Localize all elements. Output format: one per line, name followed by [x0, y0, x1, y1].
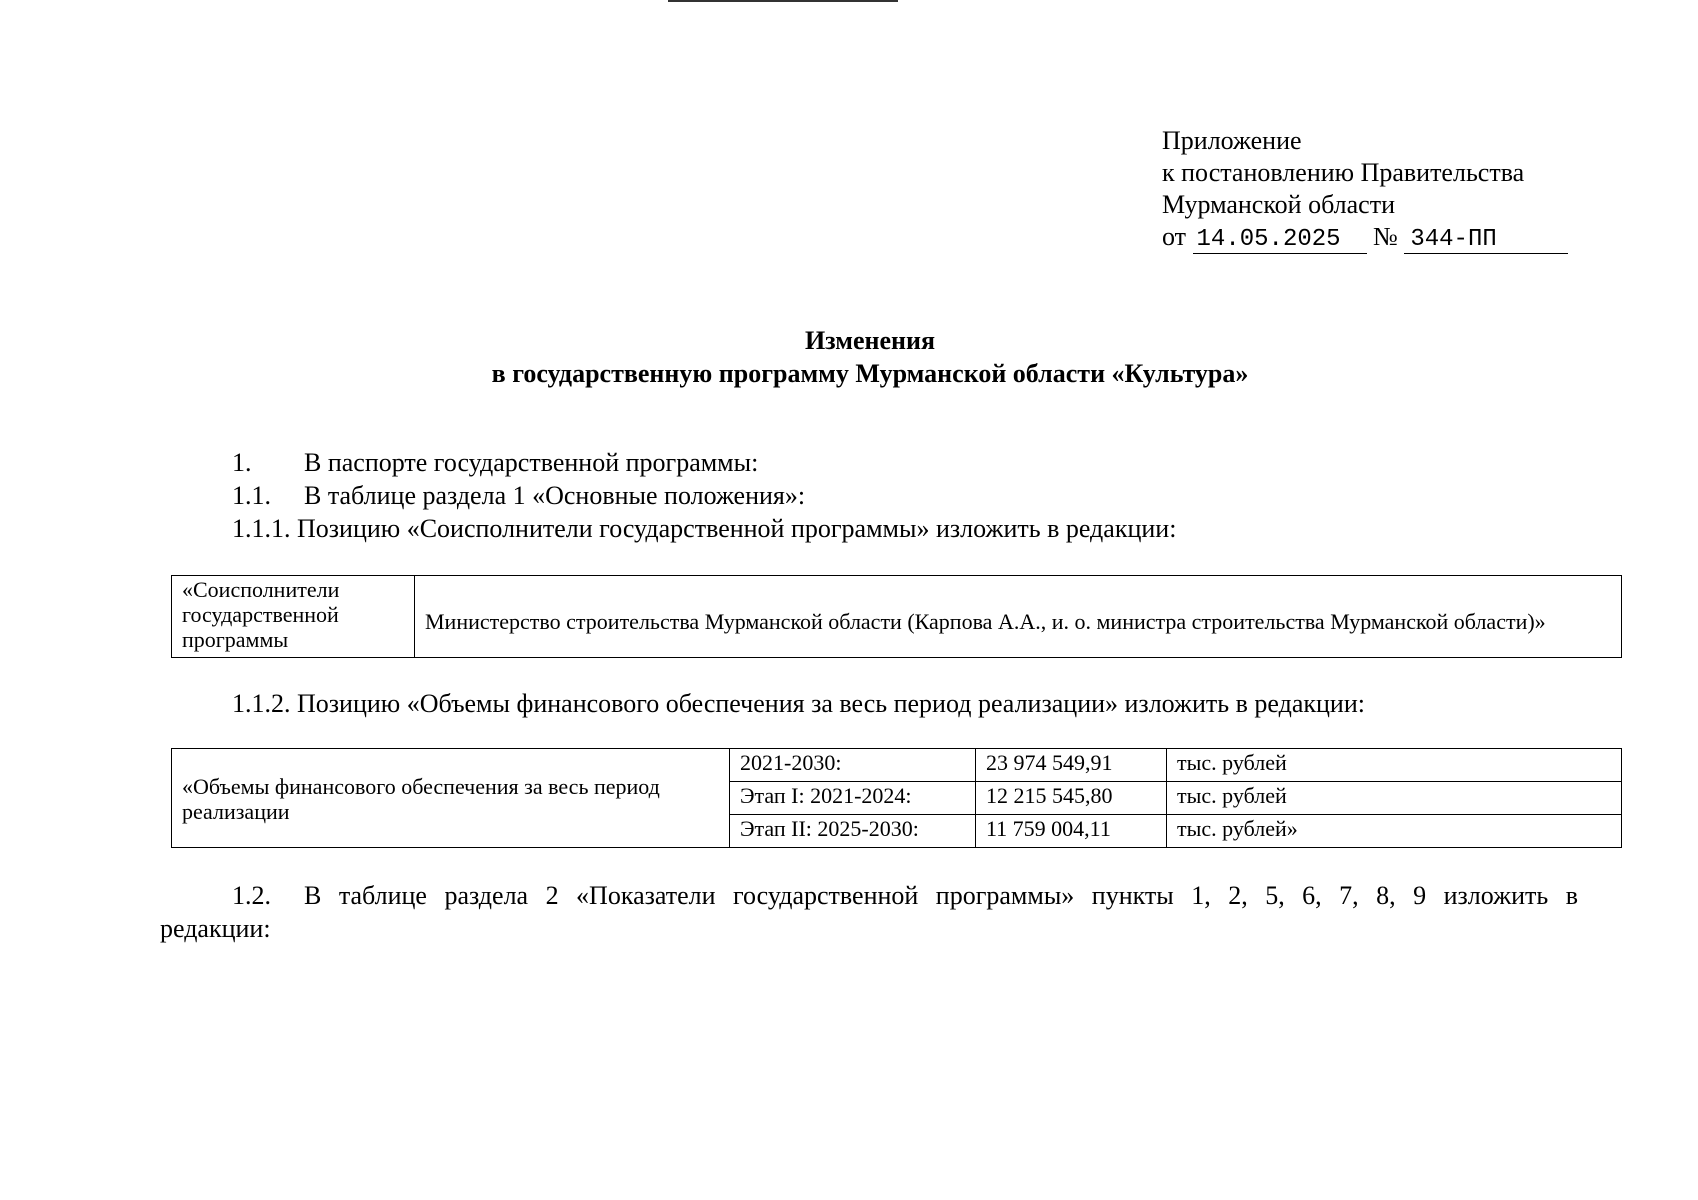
coexecutors-value-cell: Министерство строительства Мурманской области (Карпова А.А., и. о. министра строительства Мурманской области)»: [415, 576, 1622, 658]
item-number: 1.1.1.: [232, 514, 291, 543]
unit-cell: тыс. рублей»: [1167, 815, 1622, 848]
item-text: В таблице раздела 2 «Показатели государственной программы» пункты 1, 2, 5, 6, 7, 8, 9 изложить в: [304, 881, 1578, 910]
period-cell: 2021-2030:: [730, 749, 976, 782]
appendix-date-line: [1162, 221, 1568, 254]
table-row: [172, 576, 1622, 658]
coexecutors-label-cell: «Соисполнители государственной программы: [172, 576, 415, 658]
paragraph-1-2-line-2: редакции:: [160, 914, 271, 943]
item-number: 1.: [232, 448, 252, 477]
list-item: [232, 688, 1365, 720]
financing-label-cell: «Объемы финансового обеспечения за весь период реализации: [172, 749, 730, 848]
appendix-line-1: Приложение: [1162, 126, 1302, 155]
list-item: [232, 447, 758, 479]
financing-table: [171, 748, 1622, 848]
paragraph-1-2-line-1: [160, 879, 1578, 912]
amount-cell: 12 215 545,80: [976, 782, 1167, 815]
item-text: Позицию «Соисполнители государственной программы» изложить в редакции:: [297, 514, 1177, 543]
amount-cell: 11 759 004,11: [976, 815, 1167, 848]
amount-cell: 23 974 549,91: [976, 749, 1167, 782]
unit-cell: тыс. рублей: [1167, 782, 1622, 815]
document-title: Изменения: [804, 326, 936, 355]
unit-cell: тыс. рублей: [1167, 749, 1622, 782]
item-number: 1.1.2.: [232, 689, 291, 718]
period-cell: Этап I: 2021-2024:: [730, 782, 976, 815]
resolution-number: 344-ПП: [1404, 227, 1568, 254]
item-text: Позицию «Объемы финансового обеспечения за весь период реализации» изложить в редакции:: [297, 689, 1365, 718]
table-row: [172, 749, 1622, 782]
appendix-line-3: Мурманской области: [1162, 190, 1395, 219]
item-text: В таблице раздела 1 «Основные положения»:: [304, 481, 806, 510]
appendix-header: [1162, 125, 1568, 254]
resolution-date: 14.05.2025: [1193, 227, 1367, 254]
appendix-line-2: к постановлению Правительства: [1162, 158, 1525, 187]
top-edge-mark: [668, 0, 898, 2]
list-item: [232, 480, 805, 512]
from-label: от: [1162, 222, 1187, 251]
period-cell: Этап II: 2025-2030:: [730, 815, 976, 848]
item-number: 1.1.: [232, 481, 271, 510]
item-number: 1.2.: [232, 881, 271, 910]
paragraph-1-2: [160, 879, 1578, 945]
coexecutors-table: [171, 575, 1622, 658]
number-label: №: [1373, 222, 1398, 251]
list-item: [232, 513, 1176, 545]
document-subtitle: в государственную программу Мурманской области «Культура»: [491, 359, 1249, 388]
item-text: В паспорте государственной программы:: [304, 448, 759, 477]
